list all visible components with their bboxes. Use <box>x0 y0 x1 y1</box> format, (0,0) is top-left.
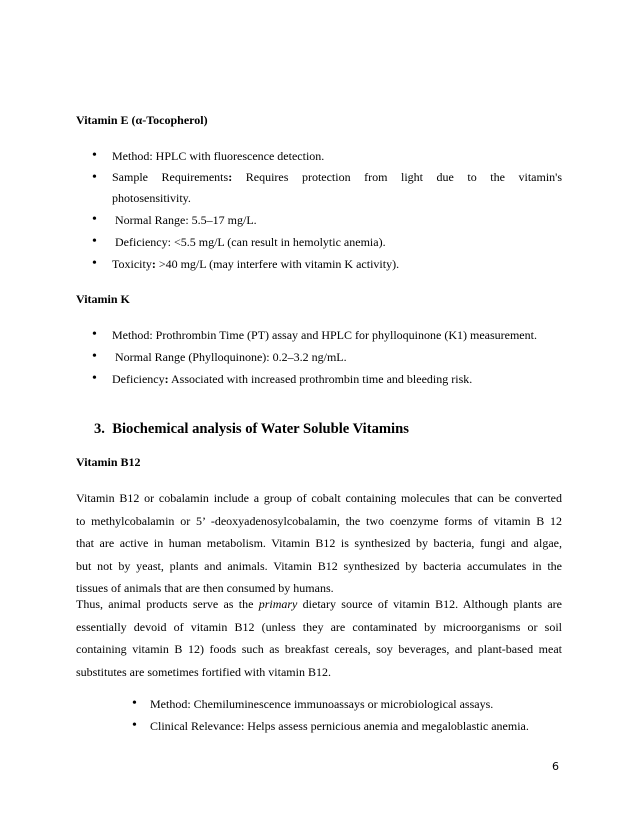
list-item: • Deficiency: Associated with increased prothrombin time and bleeding risk. <box>92 368 562 390</box>
vitamin-b12-paragraph-2: Thus, animal products serve as the primary dietary source of vitamin B12. Although plants are essentially devoid of vitamin B12 (unless they are contaminated by microorganisms or soil containing vitamin B 12) foods such as breakfast cereals, soy beverages, and plant-based meat substitutes are sometimes fortified with vitamin B12. <box>76 597 562 679</box>
vitamin-e-heading: Vitamin E (α-Tocopherol) <box>76 113 208 127</box>
list-item: • Method: Prothrombin Time (PT) assay and HPLC for phylloquinone (K1) measurement. <box>92 324 562 346</box>
vitamin-b12-list <box>132 693 562 737</box>
vitamin-b12-heading: Vitamin B12 <box>76 455 141 469</box>
page-number: 6 <box>552 760 559 773</box>
list-item: • Normal Range (Phylloquinone): 0.2–3.2 ng/mL. <box>92 346 562 368</box>
vitamin-b12-paragraph-1: Vitamin B12 or cobalamin include a group of cobalt containing molecules that can be converted to methylcobalamin or 5’ -deoxyadenosylcobalamin, the two coenzyme forms of vitamin B 12 that are active in human metabolism. Vitamin B12 is synthesized by bacteria, fungi and algae, but not by yeast, plants and animals. Vitamin B12 synthesized by bacteria accumulates in the tissues of animals that are then consumed by humans. <box>76 491 562 596</box>
list-item: • Toxicity: >40 mg/L (may interfere with vitamin K activity). <box>92 253 562 275</box>
vitamin-e-list <box>92 145 562 275</box>
list-item: • Method: HPLC with fluorescence detection. <box>92 145 562 167</box>
list-item: • Method: Chemiluminescence immunoassays or microbiological assays. <box>132 693 562 715</box>
list-item: • Sample Requirements: Requires protection from light due to the vitamin's photosensitivity. <box>92 167 562 209</box>
vitamin-k-list <box>92 324 562 390</box>
list-item: • Clinical Relevance: Helps assess pernicious anemia and megaloblastic anemia. <box>132 715 562 737</box>
vitamin-k-heading: Vitamin K <box>76 292 130 306</box>
list-item: • Deficiency: <5.5 mg/L (can result in hemolytic anemia). <box>92 231 562 253</box>
section-3-heading: 3. Biochemical analysis of Water Soluble Vitamins <box>94 421 409 437</box>
list-item: • Normal Range: 5.5–17 mg/L. <box>92 209 562 231</box>
